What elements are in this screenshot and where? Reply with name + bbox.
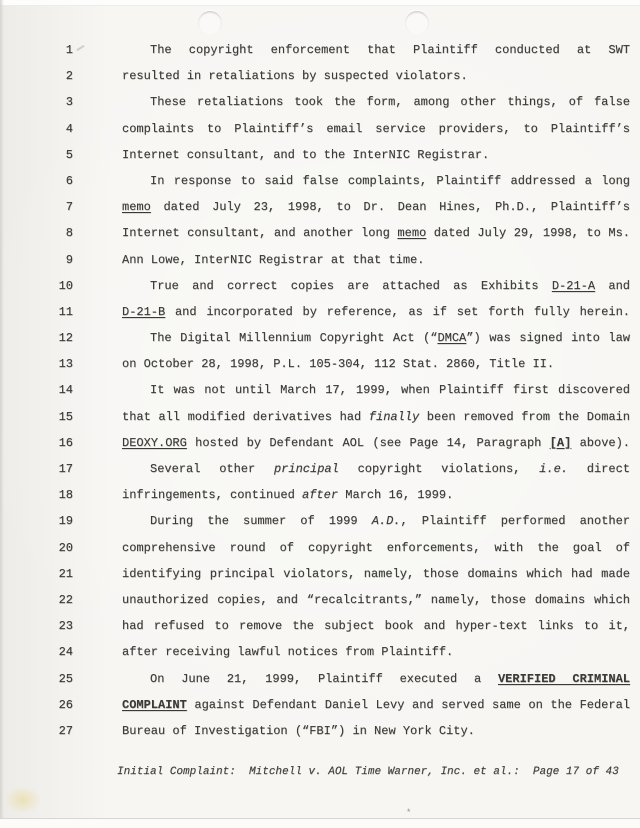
line-text: had refused to remove the subject book and hyper-text links to it, — [122, 619, 630, 634]
line-text: These retaliations took the form, among other things, of false — [150, 95, 630, 110]
document-line — [0, 692, 640, 718]
line-number: 4 — [65, 121, 73, 136]
line-text: comprehensive round of copyright enforcements, with the goal of — [122, 540, 630, 555]
document-line — [0, 116, 640, 142]
line-text: Internet consultant, and another long memo dated July 29, 1998, to Ms. — [122, 226, 630, 241]
document-line — [0, 639, 640, 665]
paper-bottom-edge — [0, 818, 640, 828]
document-lines — [0, 37, 640, 744]
line-number: 7 — [65, 200, 73, 215]
line-text: DEOXY.ORG hosted by Defendant AOL (see Page 14, Paragraph [A] above). — [122, 435, 631, 450]
stray-asterisk-mark: * — [406, 808, 412, 818]
line-number: 5 — [65, 147, 73, 162]
line-text: identifying principal violators, namely, those domains which had made — [122, 566, 630, 581]
document-line — [0, 37, 640, 63]
line-text: D-21-B and incorporated by reference, as if set forth fully herein. — [122, 304, 630, 319]
document-line — [0, 325, 640, 351]
line-number: 19 — [58, 514, 73, 529]
document-line — [0, 377, 640, 403]
document-line — [0, 220, 640, 246]
line-number: 24 — [58, 645, 73, 660]
line-text: unauthorized copies, and “recalcitrants,” namely, those domains which — [122, 592, 630, 607]
line-text: Several other principal copyright violations, i.e. direct — [150, 462, 630, 476]
document-line — [0, 587, 640, 613]
line-number: 3 — [65, 95, 73, 110]
document-line — [0, 299, 640, 325]
line-number: 10 — [58, 278, 73, 293]
line-number: 2 — [65, 69, 73, 84]
document-line — [0, 273, 640, 299]
line-text: after receiving lawful notices from Plaintiff. — [122, 645, 454, 660]
document-line — [0, 404, 640, 430]
line-text: In response to said false complaints, Plaintiff addressed a long — [150, 173, 630, 188]
line-number: 18 — [58, 488, 73, 503]
page-footer: Initial Complaint: Mitchell v. AOL Time Warner, Inc. et al.: Page 17 of 43 — [117, 766, 619, 778]
document-line — [0, 247, 640, 273]
line-text: On June 21, 1999, Plaintiff executed a VERIFIED CRIMINAL — [150, 671, 630, 686]
line-number: 26 — [58, 697, 73, 712]
document-line — [0, 168, 640, 194]
line-number: 17 — [58, 462, 73, 476]
line-number: 23 — [58, 619, 73, 634]
paper-top-edge — [0, 0, 640, 6]
document-line — [0, 666, 640, 692]
line-text: Bureau of Investigation (“FBI”) in New York City. — [122, 723, 475, 738]
document-line — [0, 535, 640, 561]
line-number: 6 — [65, 173, 73, 188]
line-number: 27 — [58, 723, 73, 738]
line-text: on October 28, 1998, P.L. 105-304, 112 Stat. 2860, Title II. — [122, 357, 555, 372]
line-number: 1 — [65, 43, 73, 57]
line-number: 14 — [58, 383, 73, 398]
document-line — [0, 613, 640, 639]
line-text: During the summer of 1999 A.D., Plaintiff performed another — [150, 514, 630, 529]
document-line — [0, 508, 640, 534]
document-line — [0, 63, 640, 89]
line-text: infringements, continued after March 16, 1999. — [122, 488, 454, 503]
document-line — [0, 89, 640, 115]
line-text: complaints to Plaintiff’s email service providers, to Plaintiff’s — [122, 121, 630, 136]
document-line — [0, 482, 640, 508]
line-text: COMPLAINT against Defendant Daniel Levy and served same on the Federal — [122, 697, 630, 712]
hole-punch-right — [405, 11, 429, 35]
line-text: The Digital Millennium Copyright Act (“DMCA”) was signed into law — [150, 331, 630, 346]
line-text: memo dated July 23, 1998, to Dr. Dean Hines, Ph.D., Plaintiff’s — [122, 200, 630, 215]
line-text: that all modified derivatives had finally been removed from the Domain — [122, 409, 630, 424]
document-line — [0, 430, 640, 456]
document-line — [0, 718, 640, 744]
document-line — [0, 351, 640, 377]
line-text: The copyright enforcement that Plaintiff conducted at SWT — [150, 43, 630, 57]
line-number: 11 — [58, 304, 73, 319]
line-number: 13 — [58, 357, 73, 372]
line-number: 12 — [58, 331, 73, 346]
line-text: It was not until March 17, 1999, when Plaintiff first discovered — [150, 383, 630, 398]
line-number: 22 — [58, 592, 73, 607]
yellow-stain — [4, 786, 42, 814]
document-line — [0, 194, 640, 220]
document-line — [0, 561, 640, 587]
line-number: 21 — [58, 566, 73, 581]
document-line — [0, 456, 640, 482]
line-text: Internet consultant, and to the InterNIC Registrar. — [122, 147, 490, 162]
line-number: 15 — [58, 409, 73, 424]
line-number: 20 — [58, 540, 73, 555]
line-number: 9 — [65, 252, 73, 267]
line-number: 25 — [58, 671, 73, 686]
hole-punch-left — [198, 11, 222, 35]
line-number: 8 — [65, 226, 73, 241]
document-line — [0, 142, 640, 168]
line-number: 16 — [58, 435, 73, 450]
line-text: Ann Lowe, InterNIC Registrar at that time. — [122, 252, 425, 267]
line-text: resulted in retaliations by suspected violators. — [122, 69, 468, 84]
line-text: True and correct copies are attached as Exhibits D-21-A and — [150, 278, 630, 293]
